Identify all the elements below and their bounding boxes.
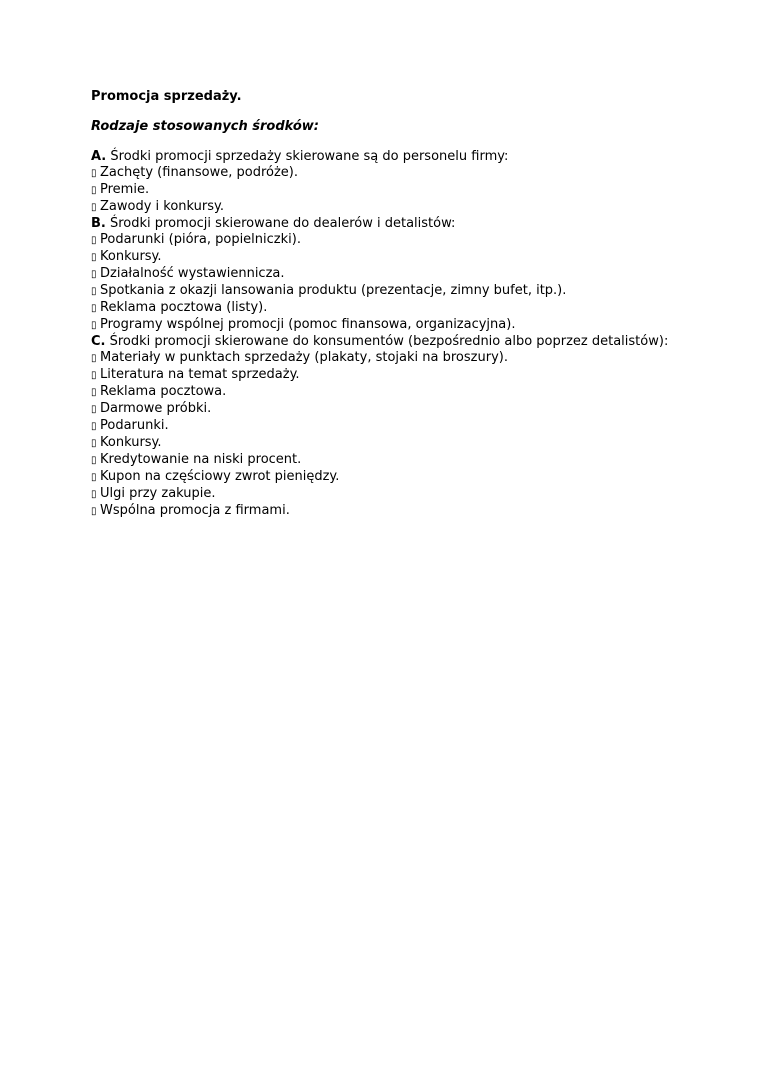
section-b-text: Środki promocji skierowane do dealerów i detalistów:: [105, 216, 456, 231]
section-a-text: Środki promocji sprzedaży skierowane są do personelu firmy:: [106, 149, 509, 164]
bullet-icon: ▯: [91, 168, 97, 179]
list-item: ▯ Zawody i konkursy.: [91, 199, 224, 214]
bullet-icon: ▯: [91, 387, 97, 398]
bullet-icon: ▯: [91, 235, 97, 246]
section-b-heading: [91, 216, 711, 232]
section-c-text: Środki promocji skierowane do konsumentów (bezpośrednio albo poprzez detalistów):: [105, 334, 669, 349]
bullet-icon: ▯: [91, 506, 97, 517]
bullet-icon: ▯: [91, 320, 97, 331]
bullet-icon: ▯: [91, 202, 97, 213]
list-item: ▯ Reklama pocztowa.: [91, 384, 227, 399]
document-page: [91, 89, 711, 520]
document-subtitle: Rodzaje stosowanych środków:: [91, 119, 319, 134]
list-item: ▯ Działalność wystawiennicza.: [91, 266, 285, 281]
bullet-icon: ▯: [91, 489, 97, 500]
section-c-letter: C.: [91, 334, 106, 349]
bullet-icon: ▯: [91, 438, 97, 449]
list-item: ▯ Darmowe próbki.: [91, 401, 212, 416]
section-a-letter: A.: [91, 149, 107, 164]
bullet-icon: ▯: [91, 353, 97, 364]
list-item: ▯ Literatura na temat sprzedaży.: [91, 367, 300, 382]
list-item: ▯ Kredytowanie na niski procent.: [91, 452, 302, 467]
bullet-icon: ▯: [91, 303, 97, 314]
document-title: Promocja sprzedaży.: [91, 89, 242, 104]
list-item: ▯ Konkursy.: [91, 249, 162, 264]
list-item: ▯ Programy wspólnej promocji (pomoc finansowa, organizacyjna).: [91, 317, 516, 332]
list-item: ▯ Ulgi przy zakupie.: [91, 486, 216, 501]
bullet-icon: ▯: [91, 370, 97, 381]
list-item: ▯ Podarunki (pióra, popielniczki).: [91, 232, 301, 247]
document-body: [91, 149, 711, 520]
list-item: ▯ Materiały w punktach sprzedaży (plakaty, stojaki na broszury).: [91, 350, 508, 365]
list-item: ▯ Zachęty (finansowe, podróże).: [91, 165, 299, 180]
bullet-icon: ▯: [91, 185, 97, 196]
bullet-icon: ▯: [91, 455, 97, 466]
bullet-icon: ▯: [91, 252, 97, 263]
section-b-letter: B.: [91, 216, 106, 231]
list-item: ▯ Spotkania z okazji lansowania produktu (prezentacje, zimny bufet, itp.).: [91, 283, 567, 298]
bullet-icon: ▯: [91, 472, 97, 483]
list-item: ▯ Konkursy.: [91, 435, 162, 450]
bullet-icon: ▯: [91, 404, 97, 415]
section-c-heading: [91, 334, 711, 350]
list-item: ▯ Podarunki.: [91, 418, 169, 433]
bullet-icon: ▯: [91, 286, 97, 297]
list-item: ▯ Premie.: [91, 182, 150, 197]
bullet-icon: ▯: [91, 269, 97, 280]
list-item: ▯ Wspólna promocja z firmami.: [91, 503, 290, 518]
section-a-heading: [91, 149, 711, 165]
list-item: ▯ Kupon na częściowy zwrot pieniędzy.: [91, 469, 340, 484]
bullet-icon: ▯: [91, 421, 97, 432]
list-item: ▯ Reklama pocztowa (listy).: [91, 300, 268, 315]
